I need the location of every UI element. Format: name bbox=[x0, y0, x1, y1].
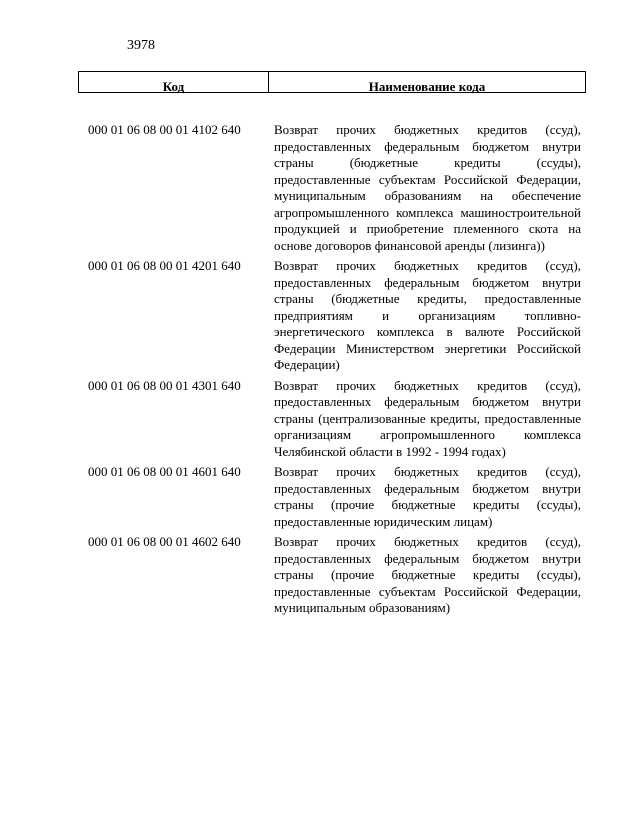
table-row bbox=[88, 464, 584, 530]
header-name: Наименование кода bbox=[368, 79, 486, 94]
row-code: 000 01 06 08 00 01 4301 640 bbox=[88, 377, 241, 393]
row-code: 000 01 06 08 00 01 4601 640 bbox=[88, 464, 241, 479]
table-body bbox=[88, 122, 584, 621]
row-description: Возврат прочих бюджетных кредитов (ссуд), предоставленных федеральным бюджетом внутри страны (бюджетные кредиты (ссуды), предоставленные субъектам Российской Федерации, муниципальным образованиям на обеспечение агропромышленного комплекса машиностроительной продукцией и приобретение племенного скота на основе договоров финансовой аренды (лизинга)) bbox=[274, 122, 581, 253]
row-description: Возврат прочих бюджетных кредитов (ссуд), предоставленных федеральным бюджетом внутри страны (прочие бюджетные кредиты (ссуды), предоставленные субъектам Российской Федерации, муниципальным образованиям) bbox=[274, 534, 581, 615]
row-description: Возврат прочих бюджетных кредитов (ссуд), предоставленных федеральным бюджетом внутри страны (бюджетные кредиты, предоставленные предприятиям и организациям топливно-энергетического комплекса в валюте Российской Федерации Министерством энергетики Российской Федерации) bbox=[274, 258, 581, 372]
page-number: 3978 bbox=[127, 38, 155, 53]
row-description: Возврат прочих бюджетных кредитов (ссуд), предоставленных федеральным бюджетом внутри страны (централизованные кредиты, предоставленные организациям агропромышленного комплекса Челябинской области в 1992 - 1994 годах) bbox=[274, 377, 581, 459]
table-header bbox=[78, 71, 586, 93]
row-code: 000 01 06 08 00 01 4102 640 bbox=[88, 122, 241, 137]
header-code: Код bbox=[79, 72, 269, 92]
table-row bbox=[88, 258, 584, 374]
table-row bbox=[88, 122, 584, 254]
row-description: Возврат прочих бюджетных кредитов (ссуд), предоставленных федеральным бюджетом внутри страны (прочие бюджетные кредиты (ссуды), предоставленные юридическим лицам) bbox=[274, 464, 581, 529]
row-code: 000 01 06 08 00 01 4201 640 bbox=[88, 258, 241, 273]
table-row bbox=[88, 534, 584, 617]
row-code: 000 01 06 08 00 01 4602 640 bbox=[88, 534, 241, 549]
table-row bbox=[88, 378, 584, 461]
